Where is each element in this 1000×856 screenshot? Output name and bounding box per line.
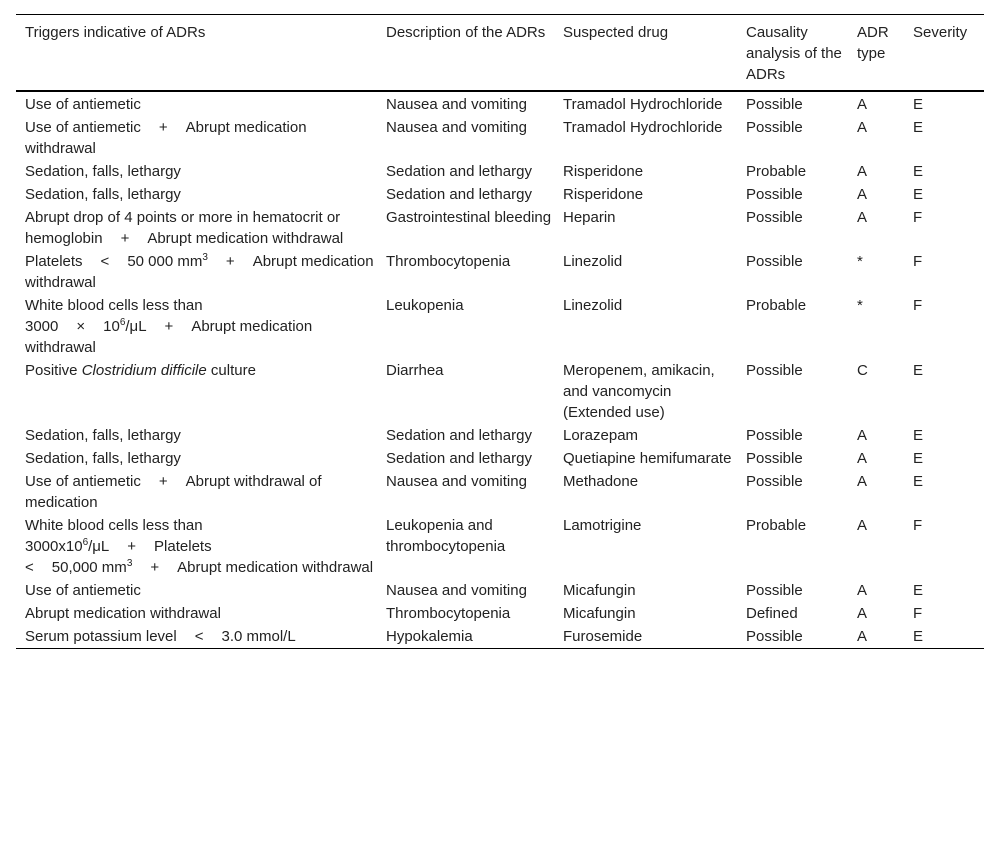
header-row — [16, 15, 984, 92]
cell-severity: E — [913, 163, 924, 180]
cell-description: Diarrhea — [386, 362, 444, 379]
cell-type: * — [857, 253, 863, 270]
cell-type: * — [857, 297, 863, 314]
cell-severity: F — [913, 209, 923, 226]
cell-causality: Probable — [746, 517, 807, 534]
header-causality: Causality analysis of the ADRs — [746, 24, 842, 83]
cell-drug: Linezolid — [563, 297, 623, 314]
cell-trigger: Platelets < 50 000 $mm^3$ + Abrupt medication withdrawal — [25, 252, 374, 291]
cell-type: A — [857, 186, 868, 203]
cell-causality: Defined — [746, 605, 798, 622]
cell-type: A — [857, 605, 868, 622]
cell-drug: Risperidone — [563, 163, 644, 180]
table-row — [16, 91, 984, 116]
cell-severity: E — [913, 119, 924, 136]
adr-table-wrapper — [16, 14, 984, 649]
cell-type: C — [857, 362, 868, 379]
table-row — [16, 470, 984, 514]
cell-causality: Possible — [746, 362, 803, 379]
cell-causality: Possible — [746, 473, 803, 490]
table-row — [16, 116, 984, 160]
table-row — [16, 183, 984, 206]
cell-trigger: Sedation, falls, lethargy — [25, 186, 181, 203]
cell-causality: Possible — [746, 186, 803, 203]
cell-drug: Tramadol Hydrochloride — [563, 96, 723, 113]
cell-description: Nausea and vomiting — [386, 473, 527, 490]
cell-trigger: Sedation, falls, lethargy — [25, 163, 181, 180]
cell-trigger: Use of antiemetic + Abrupt medication withdrawal — [25, 119, 307, 157]
cell-severity: F — [913, 253, 923, 270]
table-row — [16, 250, 984, 294]
cell-drug: Furosemide — [563, 628, 643, 645]
cell-causality: Possible — [746, 253, 803, 270]
cell-description: Nausea and vomiting — [386, 582, 527, 599]
cell-type: A — [857, 628, 868, 645]
table-row — [16, 447, 984, 470]
cell-causality: Possible — [746, 209, 803, 226]
cell-description: Sedation and lethargy — [386, 163, 532, 180]
cell-causality: Possible — [746, 628, 803, 645]
table-row — [16, 359, 984, 424]
cell-trigger: Serum potassium level < 3.0 mmol/L — [25, 628, 296, 645]
cell-description: Leukopenia and thrombocytopenia — [386, 517, 506, 555]
cell-type: A — [857, 119, 868, 136]
header-trigger: Triggers indicative of ADRs — [25, 24, 206, 41]
cell-severity: E — [913, 427, 924, 444]
table-row — [16, 206, 984, 250]
cell-severity: E — [913, 96, 924, 113]
cell-type: A — [857, 450, 868, 467]
cell-causality: Probable — [746, 163, 807, 180]
cell-drug: Lorazepam — [563, 427, 639, 444]
cell-trigger: White blood cells less than $3000x10^6/\mu L$ + Platelets < 50,000 $mm^3$ + Abrupt medication withdrawal — [25, 517, 374, 576]
cell-trigger: Abrupt drop of 4 points or more in hematocrit or hemoglobin + Abrupt medication withdrawal — [25, 209, 344, 247]
cell-description: Sedation and lethargy — [386, 186, 532, 203]
cell-drug: Lamotrigine — [563, 517, 642, 534]
cell-type: A — [857, 96, 868, 113]
cell-description: Nausea and vomiting — [386, 96, 527, 113]
cell-description: Nausea and vomiting — [386, 119, 527, 136]
cell-type: A — [857, 163, 868, 180]
cell-trigger: Use of antiemetic — [25, 582, 141, 599]
cell-causality: Possible — [746, 450, 803, 467]
header-description: Description of the ADRs — [386, 24, 546, 41]
cell-drug: Methadone — [563, 473, 639, 490]
cell-description: Hypokalemia — [386, 628, 473, 645]
cell-trigger: Positive Clostridium difficile culture — [25, 362, 256, 379]
cell-causality: Possible — [746, 96, 803, 113]
cell-severity: E — [913, 450, 924, 467]
cell-trigger: Sedation, falls, lethargy — [25, 427, 181, 444]
table-body — [16, 91, 984, 649]
cell-severity: F — [913, 517, 923, 534]
cell-description: Gastrointestinal bleeding — [386, 209, 552, 226]
cell-drug: Heparin — [563, 209, 616, 226]
cell-severity: F — [913, 297, 923, 314]
cell-trigger: Sedation, falls, lethargy — [25, 450, 181, 467]
cell-description: Sedation and lethargy — [386, 450, 532, 467]
cell-type: A — [857, 427, 868, 444]
cell-drug: Quetiapine hemifumarate — [563, 450, 732, 467]
header-drug: Suspected drug — [563, 24, 669, 41]
cell-description: Thrombocytopenia — [386, 605, 511, 622]
cell-drug: Meropenem, amikacin, and vancomycin (Extended use) — [563, 362, 715, 421]
cell-trigger: White blood cells less than $3000 \times 10^6/\mu L$ + Abrupt medication withdrawal — [25, 297, 313, 356]
cell-description: Leukopenia — [386, 297, 464, 314]
cell-trigger: Use of antiemetic + Abrupt withdrawal of medication — [25, 473, 322, 511]
cell-drug: Micafungin — [563, 605, 636, 622]
header-type: ADR type — [857, 24, 889, 62]
table-row — [16, 424, 984, 447]
cell-severity: E — [913, 628, 924, 645]
table-row — [16, 579, 984, 602]
table-row — [16, 160, 984, 183]
cell-drug: Micafungin — [563, 582, 636, 599]
cell-severity: E — [913, 186, 924, 203]
cell-drug: Linezolid — [563, 253, 623, 270]
cell-causality: Probable — [746, 297, 807, 314]
cell-description: Sedation and lethargy — [386, 427, 532, 444]
cell-trigger: Use of antiemetic — [25, 96, 141, 113]
cell-causality: Possible — [746, 427, 803, 444]
cell-severity: F — [913, 605, 923, 622]
adr-table — [16, 14, 984, 649]
table-header — [16, 15, 984, 92]
table-row — [16, 625, 984, 649]
cell-severity: E — [913, 473, 924, 490]
header-severity: Severity — [913, 24, 968, 41]
cell-severity: E — [913, 582, 924, 599]
cell-severity: E — [913, 362, 924, 379]
cell-type: A — [857, 473, 868, 490]
table-row — [16, 514, 984, 579]
cell-type: A — [857, 582, 868, 599]
cell-drug: Tramadol Hydrochloride — [563, 119, 723, 136]
cell-causality: Possible — [746, 582, 803, 599]
cell-type: A — [857, 517, 868, 534]
table-row — [16, 294, 984, 359]
cell-drug: Risperidone — [563, 186, 644, 203]
cell-type: A — [857, 209, 868, 226]
cell-trigger: Abrupt medication withdrawal — [25, 605, 221, 622]
cell-description: Thrombocytopenia — [386, 253, 511, 270]
table-row — [16, 602, 984, 625]
cell-causality: Possible — [746, 119, 803, 136]
